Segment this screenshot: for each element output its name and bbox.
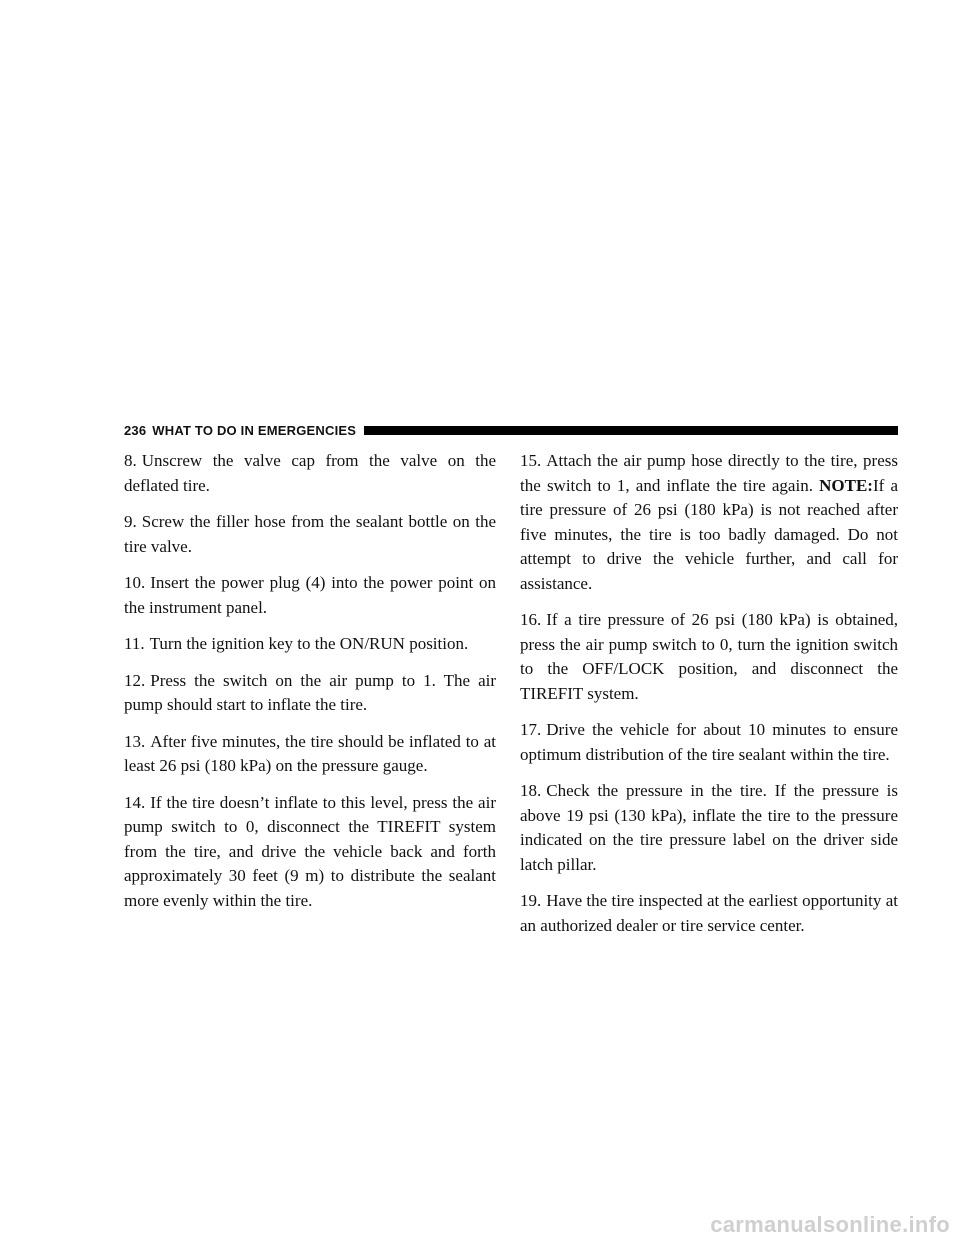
left-column [124,449,496,925]
step-19: 19. Have the tire inspected at the earliest opportunity at an authorized dealer or tire service center. [520,891,898,935]
watermark: carmanualsonline.info [710,1212,950,1237]
page-header [124,420,898,440]
step-16: 16. If a tire pressure of 26 psi (180 kPa) is obtained, press the air pump switch to 0, turn the ignition switch to the OFF/LOCK position, and disconnect the TIREFIT system. [520,610,898,703]
header-rule [364,426,898,435]
note-label: NOTE: [819,475,873,495]
step-15: 15. Attach the air pump hose directly to the tire, press the switch to 1, and inflate the tire again. NOTE:If a tire pressure of 26 psi (180 kPa) is not reached after five minutes, the tire is too badly damaged. Do not attempt to drive the vehicle further, and call for assistance. [520,451,899,593]
step-10: 10. Insert the power plug (4) into the power point on the instrument panel. [124,573,496,617]
step-12: 12. Press the switch on the air pump to 1. The air pump should start to inflate the tire. [124,670,496,714]
step-11: 11. Turn the ignition key to the ON/RUN position. [124,634,469,653]
step-17: 17. Drive the vehicle for about 10 minutes to ensure optimum distribution of the tire sealant within the tire. [520,720,898,764]
step-13: 13. After five minutes, the tire should be inflated to at least 26 psi (180 kPa) on the pressure gauge. [124,731,496,775]
section-title: WHAT TO DO IN EMERGENCIES [152,422,357,438]
right-column [520,449,898,950]
step-14: 14. If the tire doesn’t inflate to this level, press the air pump switch to 0, disconnect the TIREFIT system from the tire, and drive the vehicle back and forth approximately 30 feet (9 m) to distribute the sealant more evenly within the tire. [124,792,496,910]
step-9: 9. Screw the filler hose from the sealant bottle on the tire valve. [124,512,496,556]
step-8: 8. Unscrew the valve cap from the valve on the deflated tire. [124,451,496,495]
step-18: 18. Check the pressure in the tire. If the pressure is above 19 psi (130 kPa), inflate the tire to the pressure indicated on the tire pressure label on the driver side latch pillar. [520,781,898,874]
page-number: 236 [124,422,147,438]
